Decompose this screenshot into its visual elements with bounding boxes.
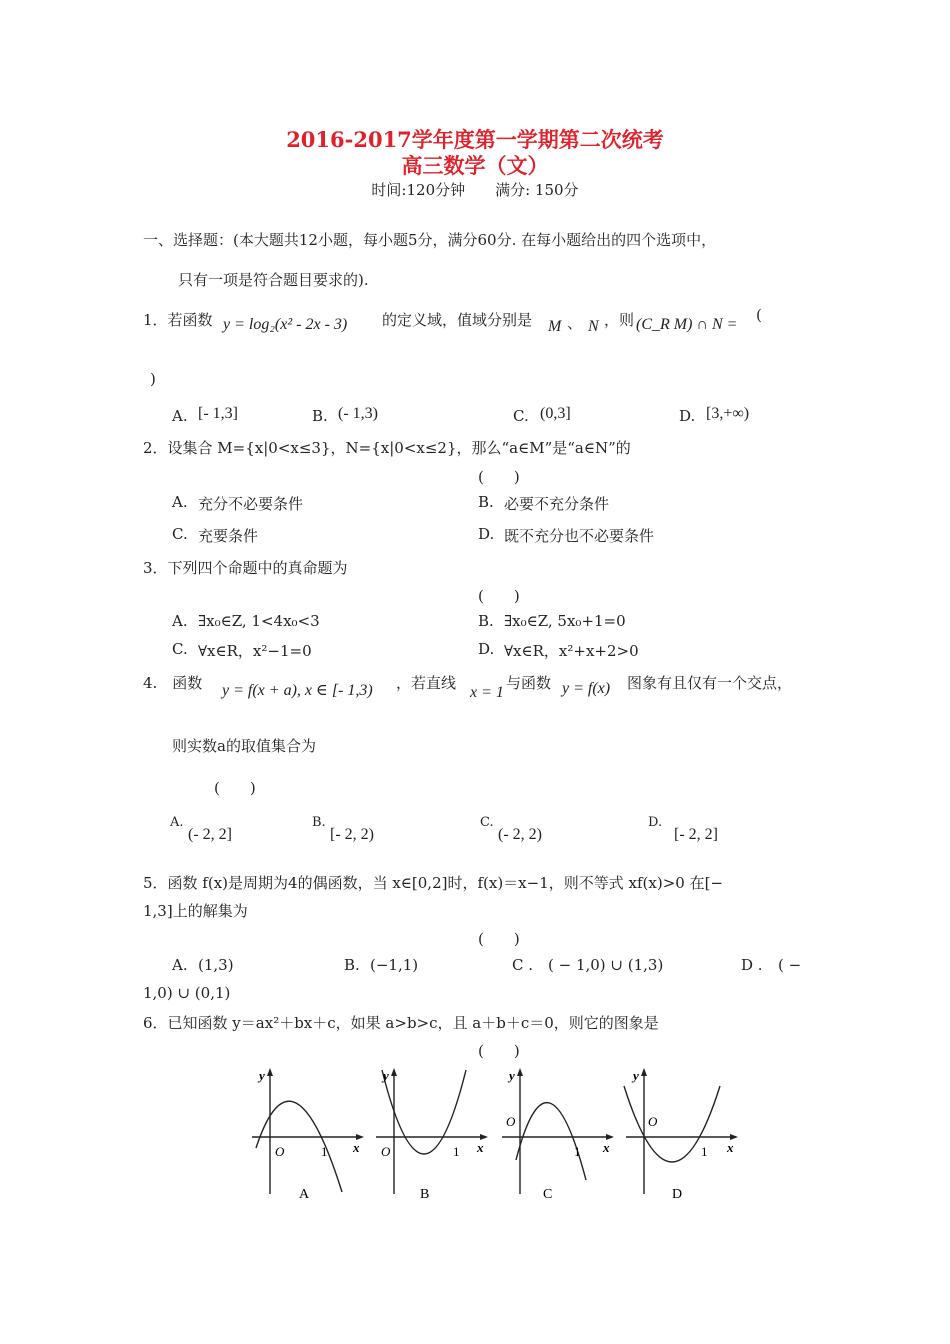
q1-sep: 、 xyxy=(567,314,583,332)
q4-option-c: (- 2, 2) xyxy=(498,826,542,843)
q3-option-a-label: A. xyxy=(172,612,188,630)
q5-option-a: (1,3) xyxy=(198,956,234,974)
graph-d-label: D xyxy=(672,1187,683,1202)
graph-c xyxy=(498,1064,618,1209)
q5-option-d: ( − xyxy=(778,956,802,974)
graph-c-y-label: y xyxy=(509,1068,515,1083)
q2-option-d-label: D. xyxy=(478,525,495,543)
q2-option-b: 必要不充分条件 xyxy=(504,495,610,513)
q4-option-d-label: D. xyxy=(648,815,663,830)
q4-line-2: 则实数a的取值集合为 xyxy=(172,737,316,755)
q1-paren-open: ( xyxy=(756,306,762,324)
q5-blank: ( ) xyxy=(478,930,520,948)
graph-a-label: A xyxy=(299,1187,310,1202)
q5-option-c: ( − 1,0) ∪ (1,3) xyxy=(548,956,664,974)
graph-a-y-label: y xyxy=(259,1068,265,1083)
graph-b-one: 1 xyxy=(453,1144,460,1159)
q2-option-d: 既不充分也不必要条件 xyxy=(504,527,655,545)
graph-b-label: B xyxy=(420,1187,430,1202)
graph-d-origin: O xyxy=(648,1114,658,1129)
q2-option-b-label: B. xyxy=(478,493,494,511)
q4-mid-2: 与函数 xyxy=(506,674,552,692)
q1-option-a: [- 1,3] xyxy=(198,405,238,422)
q3-option-c-label: C. xyxy=(172,640,188,658)
q3-option-b-label: B. xyxy=(478,612,494,630)
q4-prefix: 4. 函数 xyxy=(143,674,203,692)
q4-formula-2: x = 1 xyxy=(470,684,504,701)
q3-option-d-label: D. xyxy=(478,640,495,658)
q1-formula: y = log₂(x² - 2x - 3) xyxy=(223,316,348,333)
graph-d-one: 1 xyxy=(701,1144,708,1159)
graph-a-origin: O xyxy=(275,1144,285,1159)
graph-c-origin: O xyxy=(506,1114,516,1129)
q1-option-c-label: C. xyxy=(513,407,529,425)
graph-d-x-label: x xyxy=(727,1140,734,1155)
exam-title: 2016-2017学年度第一学期第二次统考 xyxy=(286,127,664,152)
q1-set-m: M xyxy=(548,318,562,335)
q4-formula-1: y = f(x + a), x ∈ [- 1,3) xyxy=(222,682,373,699)
q4-option-b-label: B. xyxy=(312,815,326,830)
q1-option-b-label: B. xyxy=(312,407,328,425)
q3-blank: ( ) xyxy=(478,587,520,605)
q1-paren-close: ) xyxy=(150,370,156,388)
q5-option-b: (−1,1) xyxy=(370,956,419,974)
section-instructions-line2: 只有一项是符合题目要求的). xyxy=(178,271,369,289)
q1-then: ，则 xyxy=(604,311,635,329)
graph-b xyxy=(372,1064,492,1209)
q4-option-c-label: C. xyxy=(480,815,494,830)
q1-mid: 的定义域，值域分别是 xyxy=(382,311,533,329)
q1-option-a-label: A. xyxy=(172,407,188,425)
q2-option-a: 充分不必要条件 xyxy=(198,495,304,513)
q1-option-b: (- 1,3) xyxy=(338,405,378,422)
graph-d-y-label: y xyxy=(633,1068,639,1083)
graph-a-x-label: x xyxy=(353,1140,360,1155)
q1-prefix: 1．若函数 xyxy=(143,311,213,329)
q4-mid-1: ，若直线 xyxy=(396,674,457,692)
q2-option-c: 充要条件 xyxy=(198,527,259,545)
q1-option-c: (0,3] xyxy=(540,405,571,422)
graph-b-y-label: y xyxy=(383,1068,389,1083)
q1-option-d: [3,+∞) xyxy=(706,405,750,422)
q4-option-d: [- 2, 2] xyxy=(674,826,718,843)
q4-blank: ( ) xyxy=(214,779,256,797)
q5-line-2: 1,3]上的解集为 xyxy=(143,902,248,920)
q2-option-a-label: A. xyxy=(172,493,188,511)
graph-c-label: C xyxy=(543,1187,553,1202)
q3-option-b: ∃x₀∈Z, 5x₀+1=0 xyxy=(504,612,626,630)
graph-b-x-label: x xyxy=(477,1140,484,1155)
q5-option-a-label: A. xyxy=(172,956,188,974)
q3-option-c: ∀x∈R，x²−1=0 xyxy=(198,642,312,660)
graph-d xyxy=(622,1064,742,1209)
q5-line-1: 5．函数 f(x)是周期为4的偶函数，当 x∈[0,2]时，f(x)＝x−1，则不等式 xf(x)>0 在[− xyxy=(143,874,723,892)
graph-a xyxy=(248,1064,368,1209)
q5-option-d-label: D . xyxy=(741,956,763,974)
time-info: 时间:120分钟 满分: 150分 xyxy=(371,181,579,199)
q3-option-a: ∃x₀∈Z, 1<4x₀<3 xyxy=(198,612,320,630)
q4-tail: 图象有且仅有一个交点， xyxy=(627,674,793,692)
graph-c-x-label: x xyxy=(603,1140,610,1155)
q5-option-d-continued: 1,0) ∪ (0,1) xyxy=(143,984,231,1002)
q1-expression: (C_R M) ∩ N = xyxy=(636,316,738,333)
q3-option-d: ∀x∈R，x²+x+2>0 xyxy=(504,642,639,660)
q1-set-n: N xyxy=(588,318,599,335)
exam-subtitle: 高三数学（文） xyxy=(401,153,549,178)
graph-b-origin: O xyxy=(381,1144,391,1159)
q3-stem: 3．下列四个命题中的真命题为 xyxy=(143,559,348,577)
q2-option-c-label: C. xyxy=(172,525,188,543)
q4-formula-3: y = f(x) xyxy=(562,680,611,697)
q6-blank: ( ) xyxy=(478,1042,520,1060)
q1-option-d-label: D. xyxy=(679,407,696,425)
q2-blank: ( ) xyxy=(478,468,520,486)
graph-a-one: 1 xyxy=(321,1144,328,1159)
section-instructions-line1: 一、选择题：(本大题共12小题，每小题5分，满分60分. 在每小题给出的四个选项中， xyxy=(143,231,717,249)
q5-option-c-label: C . xyxy=(512,956,534,974)
graph-c-one: 1 xyxy=(574,1144,581,1159)
q5-option-b-label: B. xyxy=(344,956,360,974)
q2-stem: 2．设集合 M={x|0<x≤3}，N={x|0<x≤2}，那么“a∈M”是“a∈N”的 xyxy=(143,439,631,457)
q4-option-a: (- 2, 2] xyxy=(188,826,232,843)
q4-option-b: [- 2, 2) xyxy=(330,826,374,843)
q4-option-a-label: A. xyxy=(170,815,184,830)
q6-stem: 6．已知函数 y＝ax²＋bx＋c，如果 a>b>c，且 a＋b＋c＝0，则它的图象是 xyxy=(143,1014,659,1032)
